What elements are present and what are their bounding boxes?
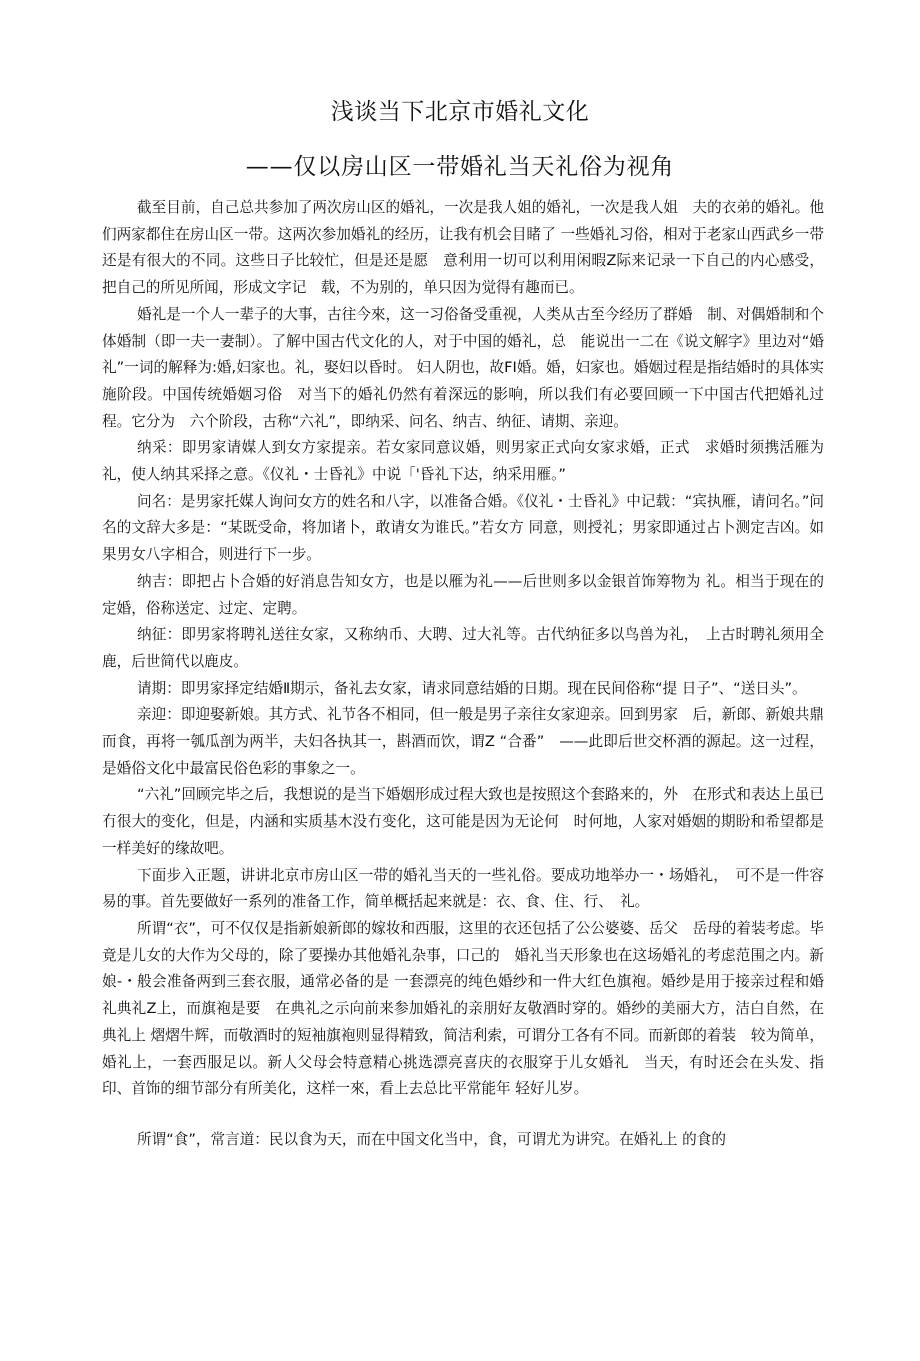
paragraph-main-topic: 下面步入正题，讲讲北京市房山区一带的婚礼当天的一些礼俗。要成功地举办一・场婚礼， 可不是一件容易的事。首先要做好一系列的准备工作，简单概括起来就是：衣、食、住、行、 礼。 — [102, 866, 824, 911]
paragraph-naji: 纳吉：即把占卜合婚的好消息告知女方，也是以雁为礼——后世则多以金银首饰筹物为 礼。相当于现在的定婚，俗称送定、过定、定聘。 — [102, 572, 824, 617]
paragraph-qinying: 亲迎：即迎娶新娘。其方式、礼节各不相同，但一般是男子亲往女家迎亲。回到男家 后，新郎、新娘共鼎而食，再将一瓠瓜剖为两半，夫妇各执其一，斟酒而饮，谓Z “合番” ——此即后世交杯酒的源起。这一过程，是婚俗文化中最富民俗色彩的事象之一。 — [102, 706, 824, 777]
paragraph-nacai: 纳采：即男家请媒人到女方家提亲。若女家同意议婚，则男家正式向女家求婚，正式 求婚时须携活雁为礼，使人纳其采择之意。《仪礼・士昏礼》中说「'昏礼下达，纳采用雁。” — [102, 439, 824, 484]
paragraph-marriage-history: 婚礼是一个人一辈子的大事，古往今來，这一习俗备受重视，人类从古至今经历了群婚 制、对偶婚制和个体婚制（即一夫一妻制）。了解中国古代文化的人，对于中国的婚礼，总 能说出一二在《说文解字》里边对“婚礼”一词的解释为:婚,妇家也。礼，娶妇以昏时。 妇人阴也，故FI婚。婚，妇家也。婚姻过程是指结婚时的具体实施阶段。中国传统婚姻习俗 对当下的婚礼仍然有着深远的影响，所以我们有必要回顾一下中国古代把婚礼过程。它分为 六个阶段，古称“六礼”，即纳采、问名、纳吉、纳征、请期、亲迎。 — [102, 305, 824, 430]
paragraph-wenming: 问名：是男家托媒人询问女方的姓名和八字，以准备合婚。《仪礼・士昏礼》中记载：“宾执雁，请问名。”问名的文辞大多是：“某既受命，将加诸卜，敢请女为谁氏。”若女方 同意，则授礼；男家即通过占卜测定吉凶。如果男女八字相合，则进行下一步。 — [102, 492, 824, 564]
document-title: 浅谈当下北京市婚礼文化 — [330, 99, 590, 125]
paragraph-qingqi: 请期：即男家择定结婚Ⅱ期示，备礼去女家，请求同意结婚的日期。现在民间俗称“提 日子”、“送日头”。 — [137, 679, 807, 697]
document-subtitle: ——仅以房山区一带婚礼当天礼俗为视角 — [245, 154, 675, 180]
paragraph-intro: 截至目前，自己总共参加了两次房山区的婚礼，一次是我人姐的婚礼，一次是我人姐 夫的衣弟的婚礼。他们两家都住在房山区一带。这两次参加婚礼的经历，让我有机会目睹了 一些婚礼习俗，相对于老家山西武乡一带还是有很大的不同。这些日子比较忙，但是还是愿 意利用一切可以利用闲暇Z际来记录一下自己的内心感受，把自己的所见所闻，形成文字记 载，不为别的，单只因为觉得有趣而已。 — [102, 199, 824, 297]
document-body — [102, 195, 824, 1154]
paragraph-clothing: 所谓“衣”，可不仅仅是指新娘新郎的嫁妆和西服，这里的衣还包括了公公婆婆、岳父 岳母的着装考虑。毕竟是儿女的大作为父母的，除了要操办其他婚礼杂事，口己的 婚礼当天形象也在这场婚礼的考虑范围之内。新娘-・般会准备两到三套衣服，通常必备的是 一套漂亮的纯色婚纱和一件大红色旗袍。婚纱是用于接亲过程和婚礼典礼Z上，而旗袍是要 在典礼之示向前来参加婚礼的亲朋好友敬酒时穿的。婚纱的美丽大方，洁白自然，在典礼上 熠熠牛辉，而敬酒时的短袖旗袍则显得精致，简洁利索，可谓分工各有不同。而新郎的着装 较为简单，婚礼上，一套西服足以。新人父母会特意精心挑选漂亮喜庆的衣服穿于儿女婚礼 当天，有时还会在头发、指印、首饰的细节部分有所美化，这样一來，看上去总比平常能年 轻好儿岁。 — [102, 919, 824, 1098]
paragraph-liuli-review: “六礼”回顾完毕之后，我想说的是当下婚姻形成过程大致也是按照这个套路来的，外 在形式和表达上虽已冇很大的变化，但是，内涵和实质基木没冇变化，这可能是因为无论何 时何地，人家对婚姻的期盼和希望都是一样美好的缘故吧。 — [102, 786, 824, 857]
paragraph-nazheng: 纳征：即男家将聘礼送往女家，又称纳币、大聘、过大礼等。古代纳征多以鸟兽为礼， 上古时聘礼须用全鹿，后世简代以鹿皮。 — [102, 626, 824, 670]
paragraph-food: 所谓“食”，常言道：民以食为天，而在中国文化当中，食，可谓尤为讲究。在婚礼上 的食的 — [137, 1130, 726, 1148]
